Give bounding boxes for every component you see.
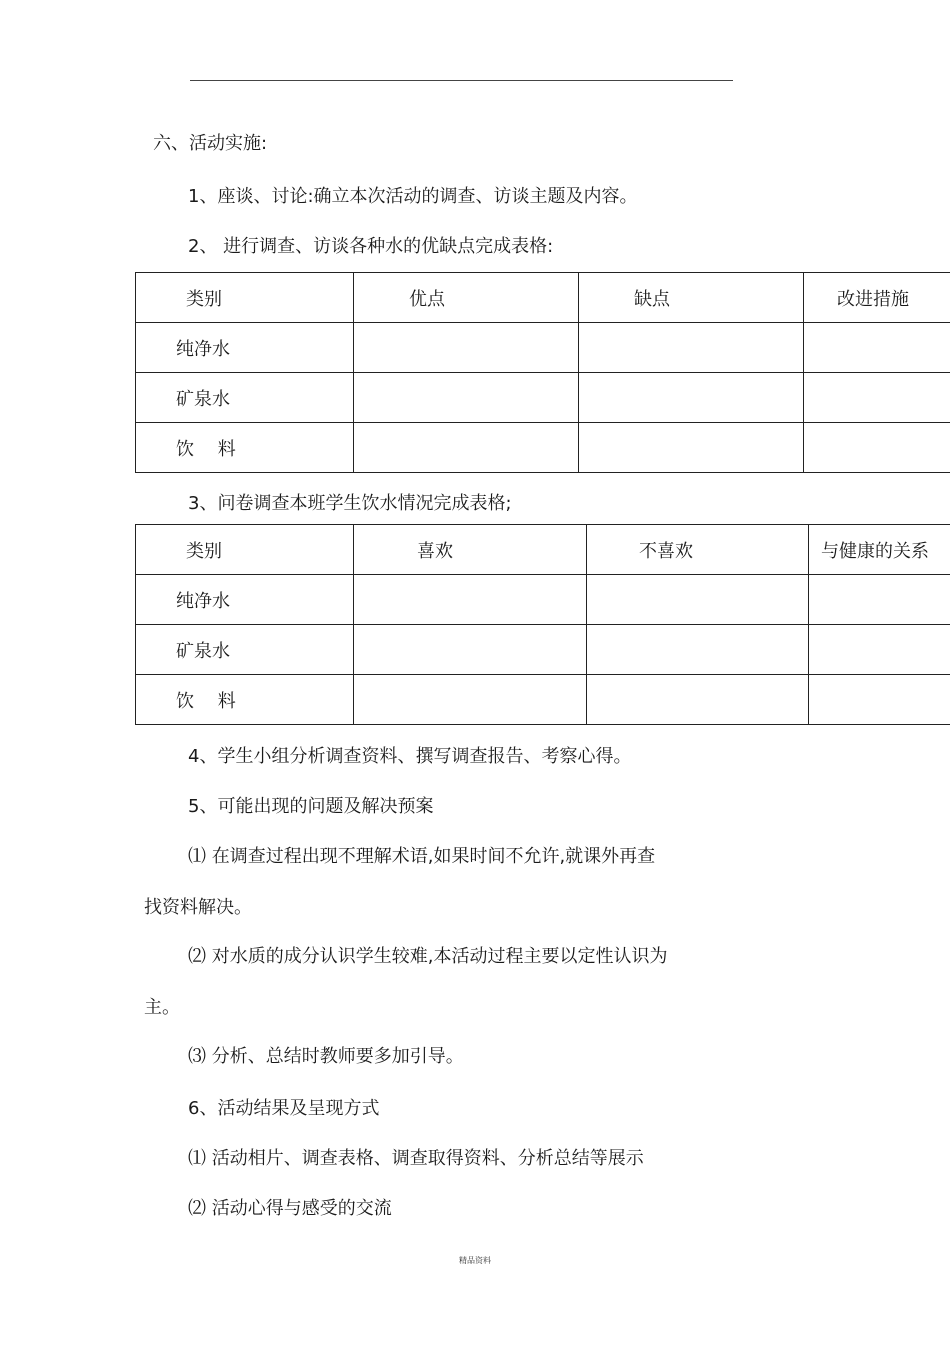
table-cell	[587, 625, 809, 675]
table-cell	[354, 675, 587, 725]
table-cell	[579, 423, 804, 473]
header-category: 类别	[136, 525, 354, 575]
table-row	[136, 323, 950, 373]
header-category: 类别	[136, 273, 354, 323]
table-row	[136, 625, 950, 675]
table-cell	[354, 423, 579, 473]
step-2: 2、 进行调查、访谈各种水的优缺点完成表格:	[188, 236, 554, 257]
table-cell	[579, 373, 804, 423]
table-row	[136, 373, 950, 423]
table-cell	[804, 423, 950, 473]
header-health-relation: 与健康的关系	[809, 525, 950, 575]
row-label: 饮 料	[136, 675, 354, 725]
table-row	[136, 423, 950, 473]
table-cell	[354, 625, 587, 675]
result-1: ⑴ 活动相片、调查表格、调查取得资料、分析总结等展示	[188, 1148, 644, 1169]
row-label: 矿泉水	[136, 373, 354, 423]
step-1: 1、座谈、讨论:确立本次活动的调查、访谈主题及内容。	[188, 186, 638, 207]
table-cell	[809, 675, 950, 725]
page-footer: 精品资料	[459, 1256, 491, 1265]
header-like: 喜欢	[354, 525, 587, 575]
table-cell	[354, 575, 587, 625]
problem-1-line-1: ⑴ 在调查过程出现不理解术语,如果时间不允许,就课外再查	[188, 846, 656, 867]
header-dislike: 不喜欢	[587, 525, 809, 575]
table-cell	[587, 575, 809, 625]
step-4: 4、学生小组分析调查资料、撰写调查报告、考察心得。	[188, 746, 632, 767]
problem-3: ⑶ 分析、总结时教师要多加引导。	[188, 1046, 464, 1067]
header-cons: 缺点	[579, 273, 804, 323]
table-cell	[809, 625, 950, 675]
table-header-row	[136, 525, 950, 575]
preference-table	[135, 524, 950, 725]
row-label: 纯净水	[136, 323, 354, 373]
table-cell	[579, 323, 804, 373]
table-cell	[809, 575, 950, 625]
result-2: ⑵ 活动心得与感受的交流	[188, 1198, 392, 1219]
header-improvements: 改进措施	[804, 273, 950, 323]
step-3: 3、问卷调查本班学生饮水情况完成表格;	[188, 493, 512, 514]
table-row	[136, 575, 950, 625]
table-cell	[354, 323, 579, 373]
row-label: 饮 料	[136, 423, 354, 473]
table-cell	[804, 323, 950, 373]
table-row	[136, 675, 950, 725]
table-cell	[354, 373, 579, 423]
step-6: 6、活动结果及呈现方式	[188, 1098, 380, 1119]
table-header-row	[136, 273, 950, 323]
table-cell	[804, 373, 950, 423]
table-cell	[587, 675, 809, 725]
problem-2-line-2: 主。	[144, 997, 180, 1018]
problem-1-line-2: 找资料解决。	[144, 897, 252, 918]
step-5: 5、可能出现的问题及解决预案	[188, 796, 434, 817]
section-title: 六、活动实施:	[153, 133, 268, 154]
header-pros: 优点	[354, 273, 579, 323]
problem-2-line-1: ⑵ 对水质的成分认识学生较难,本活动过程主要以定性认识为	[188, 946, 668, 967]
header-rule	[190, 80, 733, 81]
pros-cons-table	[135, 272, 950, 473]
row-label: 矿泉水	[136, 625, 354, 675]
row-label: 纯净水	[136, 575, 354, 625]
